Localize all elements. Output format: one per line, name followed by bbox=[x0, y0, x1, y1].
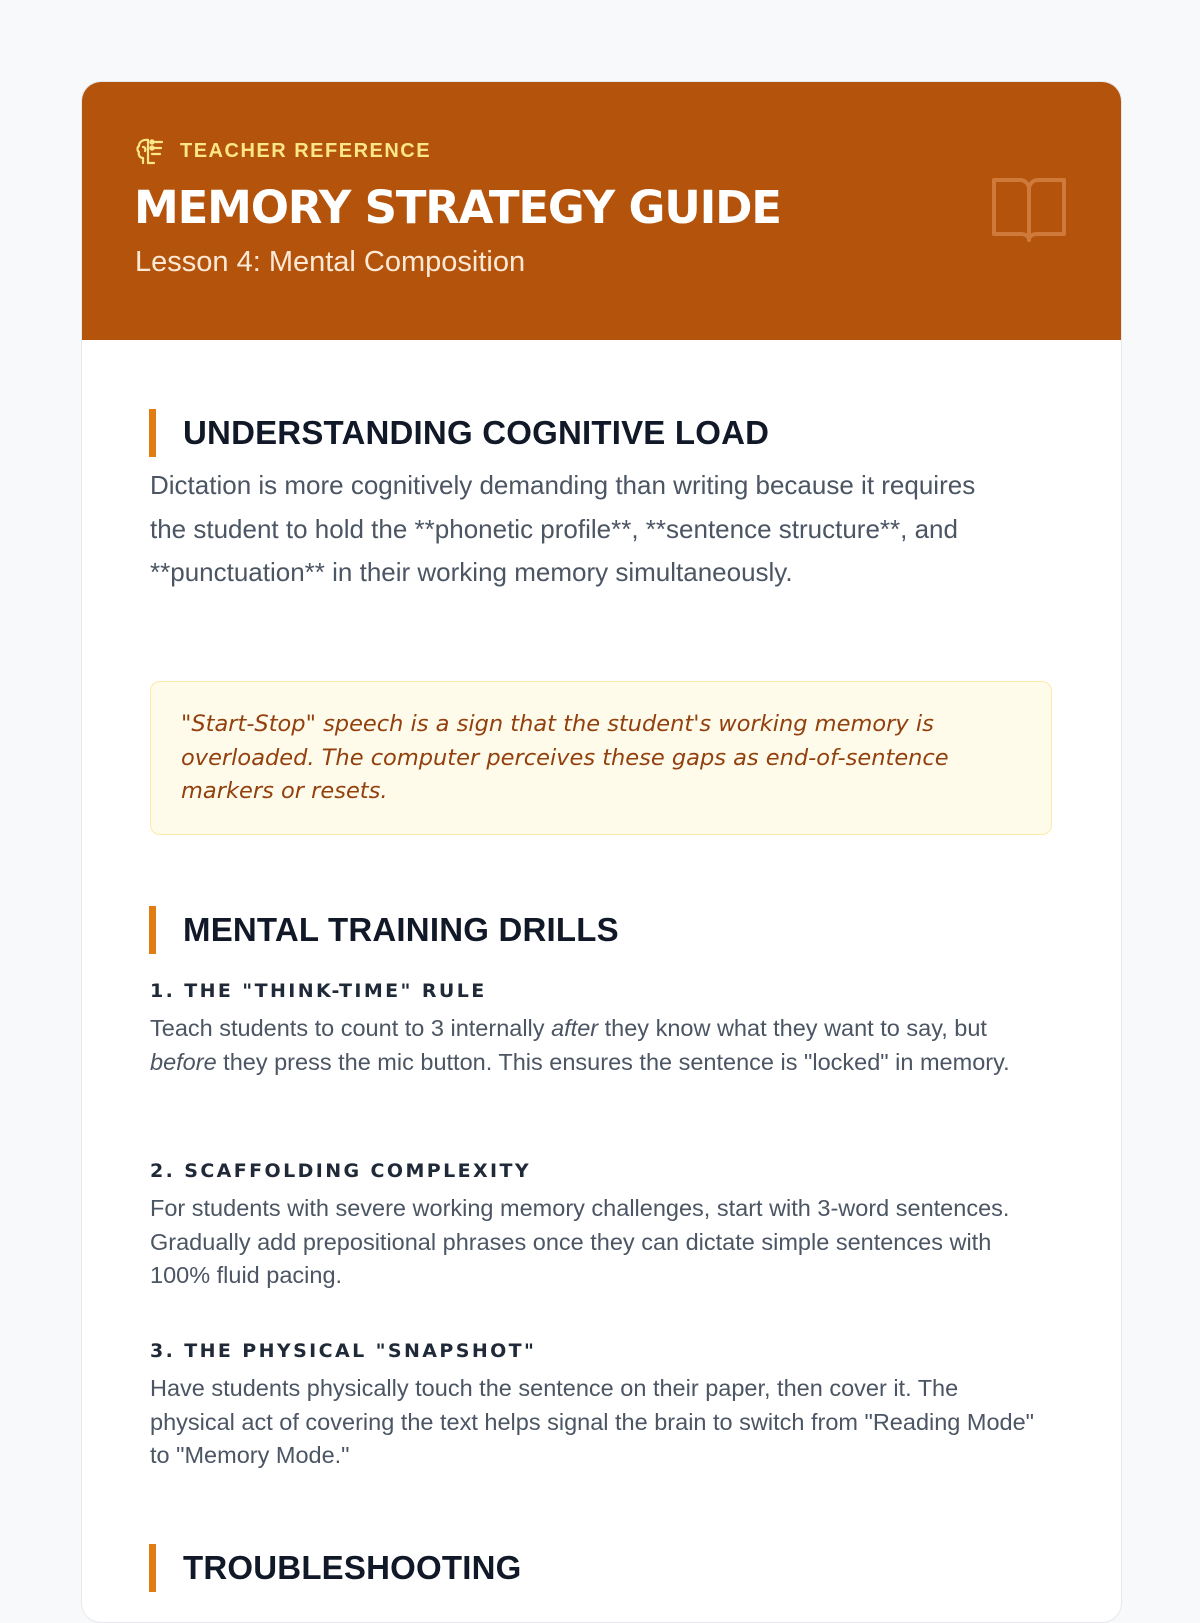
cognitive-load-paragraph: Dictation is more cognitively demanding than writing because it requires the student to hold the **phonetic profile**, **sentence structure**, and **punctuation** in their working memory simultaneously. bbox=[150, 470, 976, 587]
eyebrow bbox=[134, 134, 431, 168]
eyebrow-label: TEACHER REFERENCE bbox=[180, 139, 432, 162]
drill-body: Teach students to count to 3 internally after they know what they want to say, but before they press the mic button. This ensures the sentence is "locked" in memory. bbox=[150, 1015, 1010, 1075]
drill-body: For students with severe working memory challenges, start with 3-word sentences. Gradually add prepositional phrases once they can dictate simple sentences with 100% fluid pacing. bbox=[150, 1195, 1010, 1288]
drill-title: 1. THE "THINK-TIME" RULE bbox=[150, 980, 487, 1002]
drill-title: 2. SCAFFOLDING COMPLEXITY bbox=[150, 1160, 532, 1182]
section-heading-troubleshooting bbox=[149, 1544, 522, 1592]
drill-body: Have students physically touch the sentence on their paper, then cover it. The physical act of covering the text helps signal the brain to switch from "Reading Mode" to "Memory Mode." bbox=[150, 1375, 1035, 1468]
section-heading-cognitive-load bbox=[149, 409, 769, 457]
page-title: MEMORY STRATEGY GUIDE bbox=[134, 181, 781, 234]
drill-title: 3. THE PHYSICAL "SNAPSHOT" bbox=[150, 1340, 537, 1362]
section-title: TROUBLESHOOTING bbox=[183, 1549, 522, 1586]
callout-box bbox=[150, 681, 1052, 835]
guide-header bbox=[82, 82, 1121, 340]
section-title: MENTAL TRAINING DRILLS bbox=[183, 911, 619, 948]
guide-card bbox=[81, 81, 1122, 1623]
page-subtitle: Lesson 4: Mental Composition bbox=[135, 246, 526, 278]
section-title: UNDERSTANDING COGNITIVE LOAD bbox=[183, 414, 770, 451]
brain-icon bbox=[134, 135, 166, 167]
book-open-icon bbox=[990, 174, 1068, 246]
section-heading-drills bbox=[149, 906, 619, 954]
callout-text: "Start-Stop" speech is a sign that the student's working memory is overloaded. The computer perceives these gaps as end-of-sentence markers or resets. bbox=[181, 711, 949, 804]
